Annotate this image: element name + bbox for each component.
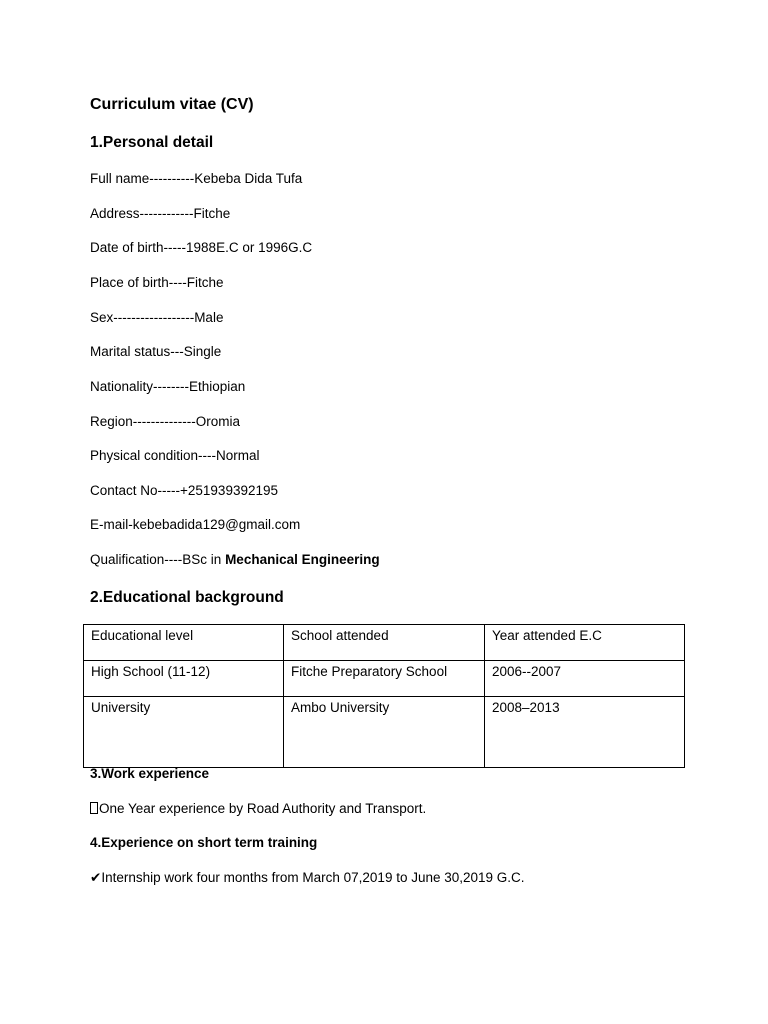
work-experience-item (90, 800, 426, 818)
education-heading: 2.Educational background (90, 589, 284, 606)
address-value: Fitche (193, 206, 231, 221)
document-title: Curriculum vitae (CV) (90, 96, 254, 113)
full-name-label: Full name---------- (90, 171, 195, 186)
header-educational-level: Educational level (84, 625, 284, 661)
marital-value: Single (183, 344, 222, 359)
table-row (84, 697, 685, 768)
marital-label: Marital status--- (90, 344, 184, 359)
sex-value: Male (194, 310, 224, 325)
pob-label: Place of birth---- (90, 275, 187, 290)
address-line (90, 205, 230, 223)
education-table (83, 624, 685, 768)
table-header-row (84, 625, 685, 661)
email-label: E-mail- (90, 517, 133, 532)
full-name-value: Kebeba Dida Tufa (194, 171, 303, 186)
nationality-value: Ethiopian (189, 379, 246, 394)
header-school-attended: School attended (284, 625, 485, 661)
missing-glyph-box-icon (90, 802, 98, 814)
dob-line (90, 239, 312, 257)
qualification-line (90, 551, 380, 569)
email-line (90, 516, 300, 534)
contact-value: +251939392195 (180, 483, 278, 498)
contact-line (90, 482, 278, 500)
region-line (90, 413, 240, 431)
table-cell: 2008–2013 (485, 697, 685, 768)
training-item (90, 869, 525, 887)
training-heading: 4.Experience on short term training (90, 835, 318, 850)
table-cell: University (84, 697, 284, 768)
full-name-line (90, 170, 302, 188)
work-experience-text: One Year experience by Road Authority and Transport. (99, 801, 427, 816)
personal-detail-heading: 1.Personal detail (90, 134, 214, 151)
physical-value: Normal (216, 448, 260, 463)
qualification-label: Qualification---- (90, 552, 183, 567)
address-label: Address------------ (90, 206, 194, 221)
contact-label: Contact No----- (90, 483, 181, 498)
training-text: Internship work four months from March 07,2019 to June 30,2019 G.C. (101, 870, 525, 885)
pob-value: Fitche (186, 275, 224, 290)
nationality-label: Nationality-------- (90, 379, 189, 394)
physical-label: Physical condition---- (90, 448, 217, 463)
work-experience-heading: 3.Work experience (90, 766, 210, 781)
table-cell: High School (11-12) (84, 661, 284, 697)
qualification-field: Mechanical Engineering (225, 552, 380, 567)
sex-line (90, 309, 223, 327)
nationality-line (90, 378, 245, 396)
table-row (84, 661, 685, 697)
checkmark-icon: ✔ (90, 870, 102, 885)
pob-line (90, 274, 224, 292)
dob-label: Date of birth----- (90, 240, 187, 255)
region-label: Region-------------- (90, 414, 196, 429)
table-cell: Ambo University (284, 697, 485, 768)
physical-line (90, 447, 260, 465)
dob-value: 1988E.C or 1996G.C (186, 240, 313, 255)
qualification-prefix: BSc in (182, 552, 226, 567)
table-cell: Fitche Preparatory School (284, 661, 485, 697)
table-cell: 2006--2007 (485, 661, 685, 697)
sex-label: Sex------------------ (90, 310, 195, 325)
email-value: kebebadida129@gmail.com (132, 517, 301, 532)
region-value: Oromia (195, 414, 240, 429)
marital-line (90, 343, 221, 361)
header-year-attended: Year attended E.C (485, 625, 685, 661)
